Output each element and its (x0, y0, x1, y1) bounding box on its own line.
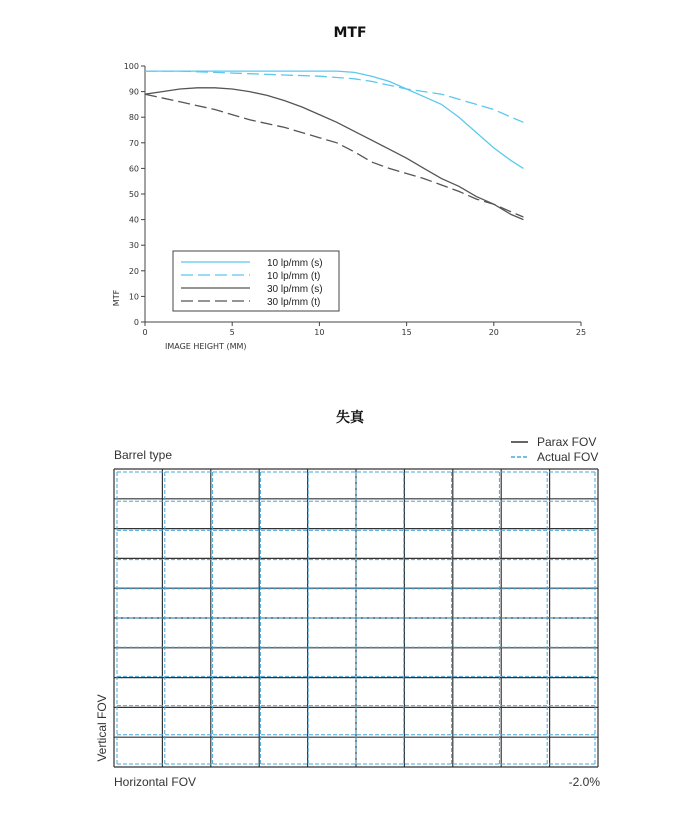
mtf-y-tick-label: 20 (128, 266, 139, 276)
mtf-series-line-3 (145, 88, 523, 220)
distortion-legend-label-1: Parax FOV (537, 435, 597, 449)
mtf-legend-label-1: 10 lp/mm (s) (267, 258, 323, 269)
mtf-y-tick-label: 90 (128, 87, 139, 97)
mtf-y-tick-label: 80 (128, 113, 139, 123)
mtf-y-axis-label: MTF (112, 289, 121, 307)
mtf-legend-label-4: 30 lp/mm (t) (267, 297, 321, 308)
distortion-y-axis-label: Vertical FOV (95, 694, 109, 762)
distortion-x-axis-label: Horizontal FOV (114, 775, 197, 789)
mtf-x-tick-label: 25 (575, 328, 587, 337)
mtf-x-tick-label: 20 (488, 328, 499, 337)
mtf-y-tick-label: 100 (123, 62, 139, 71)
mtf-y-tick-label: 10 (128, 292, 139, 302)
mtf-series-line-2 (145, 71, 523, 122)
mtf-legend-label-2: 10 lp/mm (t) (267, 271, 321, 282)
distortion-value-label: -2.0% (568, 775, 600, 789)
mtf-legend-label-3: 30 lp/mm (s) (267, 284, 323, 295)
mtf-y-tick-label: 30 (128, 241, 139, 251)
mtf-y-tick-label: 60 (128, 164, 139, 174)
mtf-y-tick-label: 70 (128, 138, 139, 148)
mtf-y-tick-label: 50 (128, 190, 139, 199)
mtf-y-tick-label: 0 (133, 318, 139, 327)
mtf-x-tick-label: 10 (314, 328, 325, 337)
distortion-chart-title: 失真 (336, 410, 364, 426)
distortion-legend-label-2: Actual FOV (537, 450, 599, 464)
mtf-series-line-4 (145, 94, 523, 217)
mtf-x-axis-label: IMAGE HEIGHT (MM) (165, 342, 247, 351)
distortion-type-label: Barrel type (114, 448, 173, 462)
mtf-chart-title: MTF (333, 25, 367, 41)
mtf-x-tick-label: 15 (401, 328, 412, 337)
mtf-x-tick-label: 5 (229, 328, 235, 337)
mtf-x-tick-label: 0 (142, 328, 148, 337)
mtf-y-tick-label: 40 (128, 215, 139, 225)
mtf-series-line-1 (145, 71, 523, 168)
